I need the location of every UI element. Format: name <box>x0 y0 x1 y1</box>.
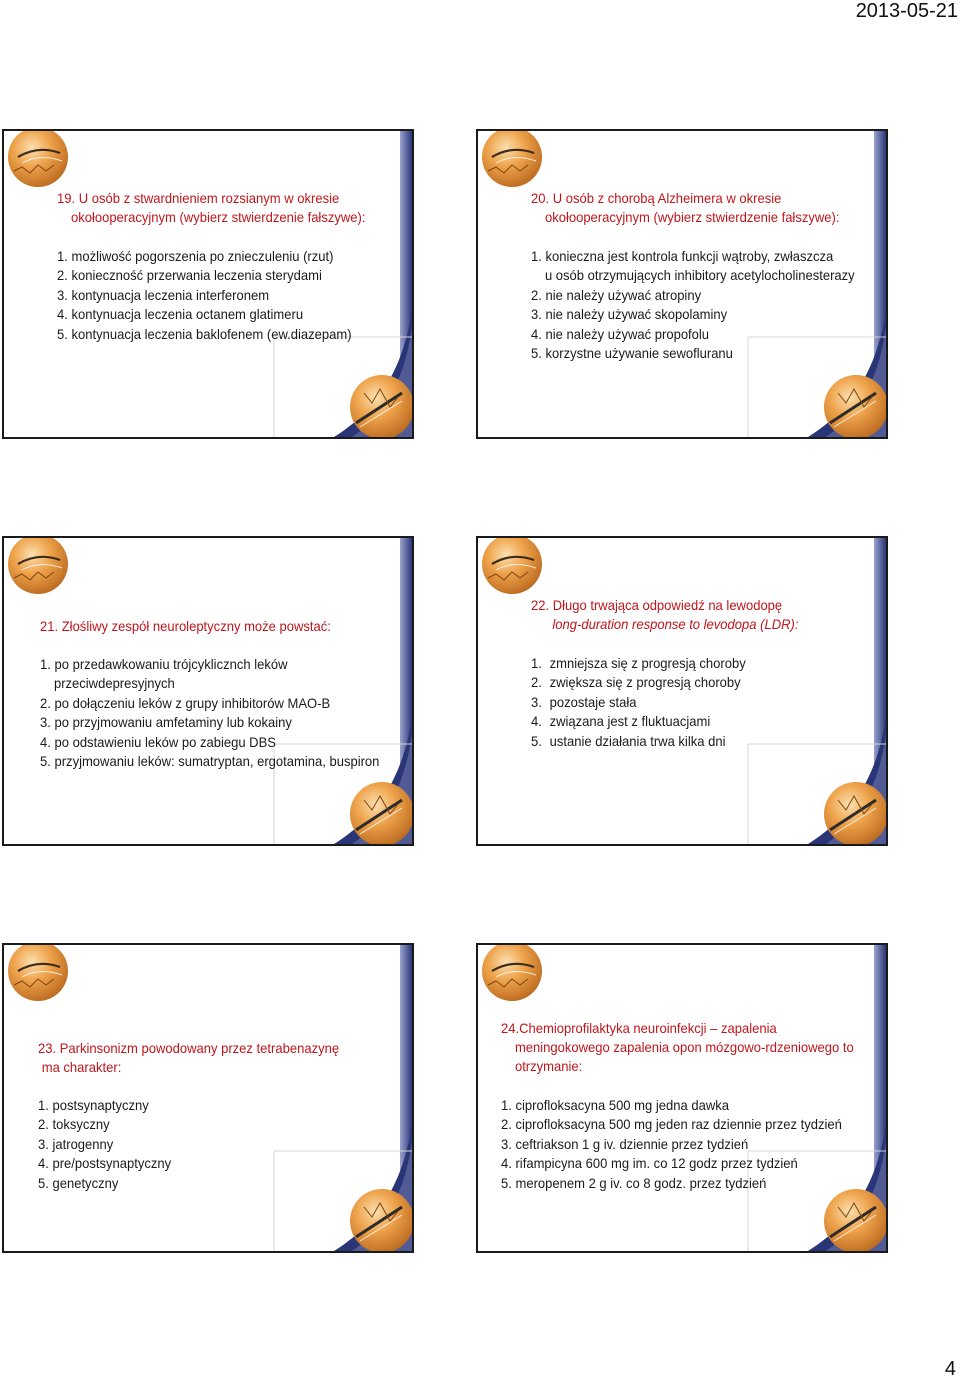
answer-item: 3. ceftriakson 1 g iv. dziennie przez tydzień <box>501 1135 749 1152</box>
answer-item: 5. kontynuacja leczenia baklofenem (ew.diazepam) <box>57 325 352 342</box>
answer-item: 4. po odstawieniu leków po zabiegu DBS <box>40 733 276 750</box>
answer-item: 4. pre/postsynaptyczny <box>38 1155 172 1172</box>
slide-title <box>40 617 331 636</box>
answer-item: 2. ciprofloksacyna 500 mg jeden raz dziennie przez tydzień <box>501 1116 842 1133</box>
title-line: otrzymanie: <box>514 1058 583 1074</box>
answer-item: 2. nie należy używać atropiny <box>531 286 702 303</box>
slide-22 <box>476 536 888 846</box>
slide-title <box>531 596 798 634</box>
answer-item: 1. postsynaptyczny <box>38 1097 149 1113</box>
answer-item: 2. toksyczny <box>38 1116 110 1133</box>
answer-number: 5. <box>531 732 542 749</box>
answer-item: 1. możliwość pogorszenia po znieczuleniu (rzut) <box>57 248 334 264</box>
answer-item: 4. nie należy używać propofolu <box>531 325 710 342</box>
answer-item: 2. konieczność przerwania leczenia sterydami <box>57 267 322 284</box>
title-line: okołooperacyjnym (wybierz stwierdzenie fałszywe): <box>70 209 366 225</box>
slide-title <box>57 189 365 227</box>
answer-item: przeciwdepresyjnych <box>53 675 175 692</box>
answer-item: 4. rifampicyna 600 mg im. co 12 godz przez tydzień <box>501 1155 798 1172</box>
answer-number: 4. <box>531 713 542 730</box>
title-line: 19. U osób z stwardnieniem rozsianym w okresie <box>57 190 340 206</box>
answer-item: 5. genetyczny <box>38 1174 119 1191</box>
title-line: long-duration response to levodopa (LDR): <box>552 616 799 632</box>
slide-title <box>531 189 839 227</box>
answer-item <box>531 712 746 731</box>
title-line: ma charakter: <box>41 1059 122 1075</box>
slide-title <box>38 1039 339 1077</box>
answer-number: 2. <box>531 674 542 691</box>
slide-19 <box>2 129 414 439</box>
answer-item: 2. po dołączeniu leków z grupy inhibitorów MAO-B <box>40 694 331 711</box>
answer-item: 3. kontynuacja leczenia interferonem <box>57 286 270 303</box>
answer-list <box>40 655 379 771</box>
title-line: 24.Chemioprofilaktyka neuroinfekcji – zapalenia <box>501 1020 777 1036</box>
title-line: 22. Długo trwająca odpowiedź na lewodopę <box>531 597 783 613</box>
answer-item <box>531 654 746 673</box>
answer-text: związana jest z fluktuacjami <box>549 713 711 730</box>
answer-text: ustanie działania trwa kilka dni <box>549 732 726 749</box>
answer-item: 5. korzystne używanie sewofluranu <box>531 345 733 362</box>
title-line: 20. U osób z chorobą Alzheimera w okresie <box>531 190 782 206</box>
answer-item: u osób otrzymujących inhibitory acetylocholinesterazy <box>544 267 855 284</box>
answer-list <box>501 1096 842 1193</box>
answer-list <box>531 654 746 751</box>
answer-item: 3. po przyjmowaniu amfetaminy lub kokainy <box>40 714 292 731</box>
answer-list <box>38 1096 171 1193</box>
answer-text: pozostaje stała <box>549 693 637 710</box>
answer-number: 1. <box>531 655 542 671</box>
answer-list <box>531 247 855 363</box>
answer-item: 1. po przedawkowaniu trójcyklicznch leków <box>40 656 288 672</box>
answer-list <box>57 247 352 344</box>
answer-item: 1. ciprofloksacyna 500 mg jedna dawka <box>501 1097 729 1113</box>
page-number: 4 <box>944 1358 956 1380</box>
answer-item <box>531 732 746 751</box>
answer-item: 5. meropenem 2 g iv. co 8 godz. przez tydzień <box>501 1174 767 1191</box>
answer-text: zwiększa się z progresją choroby <box>549 674 741 691</box>
slide-20 <box>476 129 888 439</box>
answer-item <box>531 693 746 712</box>
answer-item: 4. kontynuacja leczenia octanem glatimeru <box>57 306 304 323</box>
answer-number: 3. <box>531 693 542 710</box>
slide-24 <box>476 943 888 1253</box>
page-date: 2013-05-21 <box>855 0 958 22</box>
title-line: 21. Złośliwy zespół neuroleptyczny może powstać: <box>40 618 331 634</box>
answer-item: 3. jatrogenny <box>38 1135 114 1152</box>
slide-23 <box>2 943 414 1253</box>
slide-21 <box>2 536 414 846</box>
title-line: 23. Parkinsonizm powodowany przez tetrabenazynę <box>38 1040 340 1056</box>
slide-title <box>501 1019 854 1076</box>
answer-text: zmniejsza się z progresją choroby <box>549 655 746 671</box>
answer-item: 5. przyjmowaniu leków: sumatryptan, ergotamina, buspiron <box>40 753 380 770</box>
answer-item <box>531 673 746 692</box>
title-line: okołooperacyjnym (wybierz stwierdzenie fałszywe): <box>544 209 840 225</box>
answer-item: 3. nie należy używać skopolaminy <box>531 306 728 323</box>
title-line: meningokowego zapalenia opon mózgowo-rdzeniowego to <box>514 1039 854 1055</box>
answer-item: 1. konieczna jest kontrola funkcji wątroby, zwłaszcza <box>531 248 834 264</box>
